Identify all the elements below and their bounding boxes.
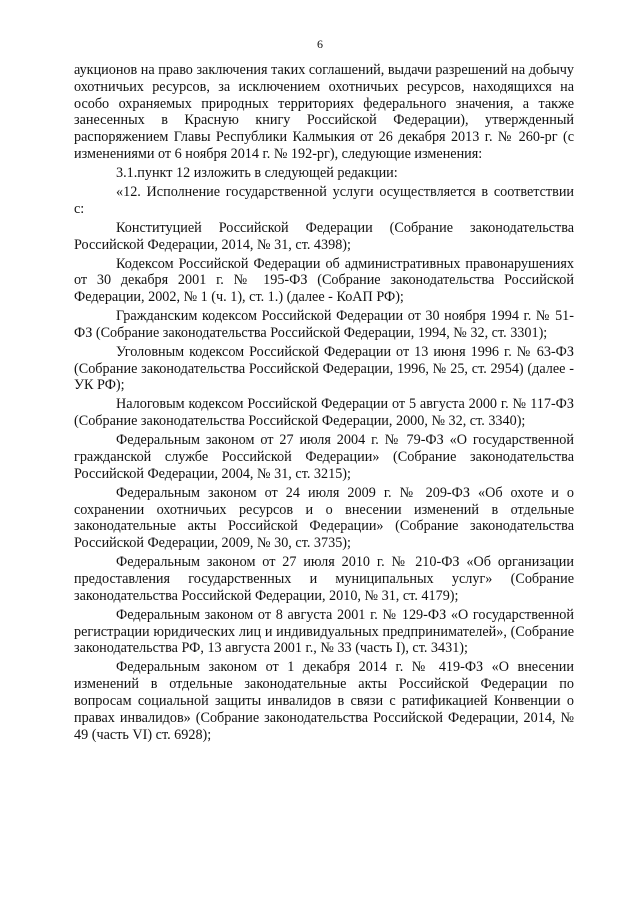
paragraph-law-419fz: Федеральным законом от 1 декабря 2014 г. № 419-ФЗ «О внесении изменений в отдельные законодательные акты Российской Федерации по вопросам социальной защиты инвалидов в связи с ратификацией Конвенции о правах инвалидов» (Собрание законодательства Российской Федерации, 2014, № 49 (часть VI) ст. 6928); <box>74 659 574 743</box>
paragraph-criminal-code: Уголовным кодексом Российской Федерации от 13 июня 1996 г. № 63-ФЗ (Собрание законодательства Российской Федерации, 1996, № 25, ст. 2954) (далее - УК РФ); <box>74 343 574 394</box>
paragraph-civil-code: Гражданским кодексом Российской Федерации от 30 ноября 1994 г. № 51-ФЗ (Собрание законодательства Российской Федерации, 1994, № 32, ст. 3301); <box>74 308 574 341</box>
paragraph-constitution: Конституцией Российской Федерации (Собрание законодательства Российской Федерации, 2014, № 31, ст. 4398); <box>74 219 574 253</box>
paragraph-item-3-1: 3.1.пункт 12 изложить в следующей редакции: <box>116 164 398 181</box>
paragraph-law-79fz: Федеральным законом от 27 июля 2004 г. № 79-ФЗ «О государственной гражданской службе Российской Федерации» (Собрание законодательства Российской Федерации, 2004, № 31, ст. 3215); <box>74 432 574 482</box>
paragraph-tax-code: Налоговым кодексом Российской Федерации от 5 августа 2000 г. № 117-ФЗ (Собрание законодательства Российской Федерации, 2000, № 32, ст. 3340); <box>74 396 574 430</box>
paragraph-item-12: «12. Исполнение государственной услуги осуществляется в соответствии с: <box>74 183 574 217</box>
paragraph-law-209fz: Федеральным законом от 24 июля 2009 г. № 209-ФЗ «Об охоте и о сохранении охотничьих ресурсов и о внесении изменений в отдельные законодательные акты Российской Федерации» (Собрание законодательства Российской Федерации, 2009, № 30, ст. 3735); <box>74 484 574 552</box>
document-body <box>74 62 574 746</box>
paragraph-intro: аукционов на право заключения таких соглашений, выдачи разрешений на добычу охотничьих ресурсов, за исключением охотничьих ресурсов, находящихся на особо охраняемых природных территориях федерального значения, а также занесенных в Красную книгу Российской Федерации), утвержденный распоряжением Главы Республики Калмыкия от 26 декабря 2013 г. № 260-рг (с изменениями от 6 ноября 2014 г. № 192-рг), следующие изменения: <box>74 62 574 162</box>
paragraph-law-210fz: Федеральным законом от 27 июля 2010 г. № 210-ФЗ «Об организации предоставления государственных и муниципальных услуг» (Собрание законодательства Российской Федерации, 2010, № 31, ст. 4179); <box>74 554 574 604</box>
paragraph-koap: Кодексом Российской Федерации об административных правонарушениях от 30 декабря 2001 г. № 195-ФЗ (Собрание законодательства Российской Федерации, 2002, № 1 (ч. 1), ст. 1.) (далее - КоАП РФ); <box>74 255 574 306</box>
page-number: 6 <box>317 37 323 51</box>
paragraph-law-129fz: Федеральным законом от 8 августа 2001 г. № 129-ФЗ «О государственной регистрации юридических лиц и индивидуальных предпринимателей», (Собрание законодательства РФ, 13 августа 2001 г., № 33 (часть I), ст. 3431); <box>74 606 574 657</box>
